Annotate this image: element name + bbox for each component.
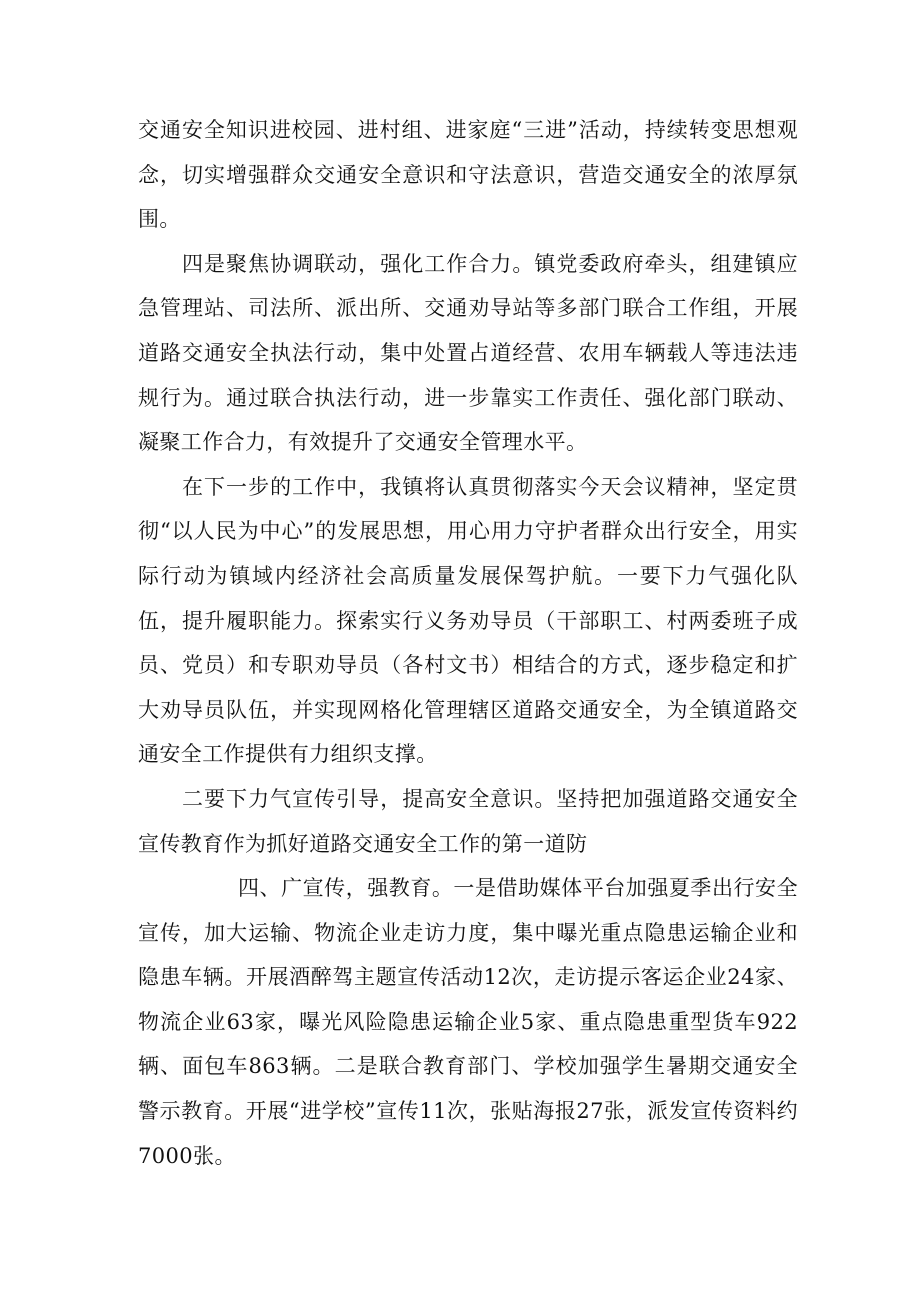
paragraph-coordination: 四是聚焦协调联动，强化工作合力。镇党委政府牵头，组建镇应急管理站、司法所、派出所、交通劝导站等多部门联合工作组，开展道路交通安全执法行动，集中处置占道经营、农用车辆载人等违法违规行为。通过联合执法行动，进一步靠实工作责任、强化部门联动、凝聚工作合力，有效提升了交通安全管理水平。 [138,251,798,455]
document-body [138,108,798,1178]
paragraph-publicity-education: 四、广宣传，强教育。一是借助媒体平台加强夏季出行安全宣传，加大运输、物流企业走访力度，集中曝光重点隐患运输企业和隐患车辆。开展酒醉驾主题宣传活动12次，走访提示客运企业24家、物流企业63家，曝光风险隐患运输企业5家、重点隐患重型货车922辆、面包车863辆。二是联合教育部门、学校加强学生暑期交通安全警示教育。开展“进学校”宣传11次，张贴海报27张，派发宣传资料约7000张。 [138,876,798,1168]
paragraph-next-steps: 在下一步的工作中，我镇将认真贯彻落实今天会议精神，坚定贯彻“以人民为中心”的发展思想，用心用力守护者群众出行安全，用实际行动为镇域内经济社会高质量发展保驾护航。一要下力气强化队伍，提升履职能力。探索实行义务劝导员（干部职工、村两委班子成员、党员）和专职劝导员（各村文书）相结合的方式，逐步稳定和扩大劝导员队伍，并实现网格化管理辖区道路交通安全，为全镇道路交通安全工作提供有力组织支撑。 [138,474,798,767]
paragraph-continuation: 交通安全知识进校园、进村组、进家庭“三进”活动，持续转变思想观念，切实增强群众交通安全意识和守法意识，营造交通安全的浓厚氛围。 [138,118,798,232]
paragraph-publicity-guidance: 二要下力气宣传引导，提高安全意识。坚持把加强道路交通安全宣传教育作为抓好道路交通安全工作的第一道防 [138,786,798,856]
